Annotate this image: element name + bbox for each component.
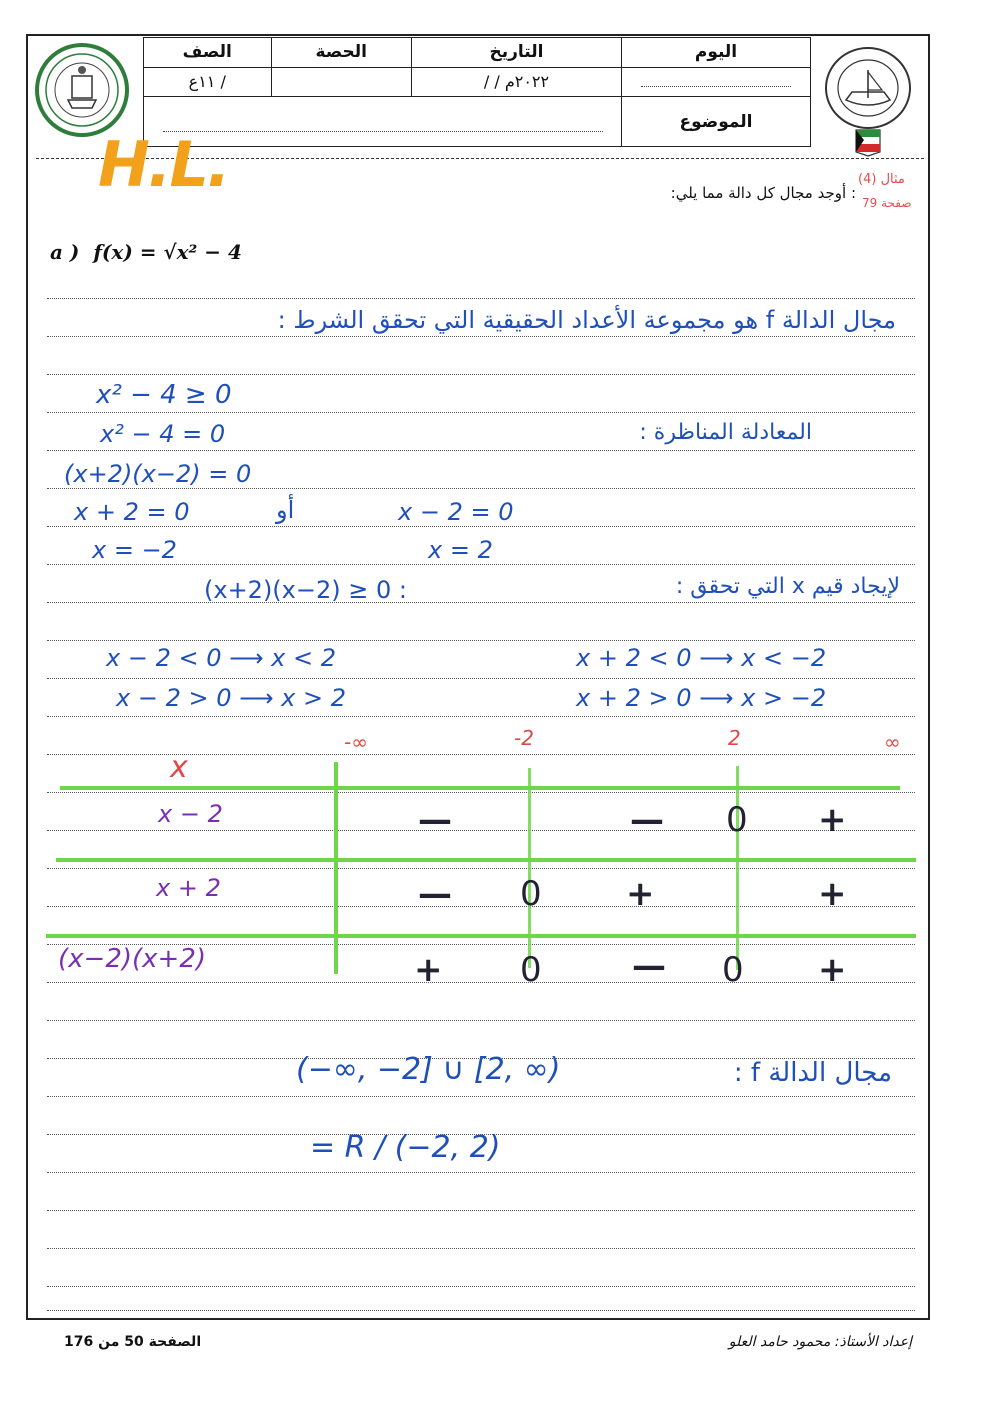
page-number: الصفحة 50 من 176 [64, 1334, 202, 1350]
domain-result: (−∞, −2] ∪ [2, ∞) [296, 1052, 561, 1087]
sign-cell: — [630, 800, 664, 840]
case-x-plus-2-positive: x + 2 > 0 ⟶ x > −2 [576, 684, 827, 712]
sign-table-row-line [56, 858, 916, 862]
domain-result-equivalent: = R / (−2, 2) [310, 1130, 501, 1165]
ruled-line [47, 412, 915, 413]
domain-definition-text: مجال الدالة f هو مجموعة الأعداد الحقيقية التي تحقق الشرط : [277, 306, 896, 334]
ruled-line [47, 564, 915, 565]
ruled-line [47, 678, 915, 679]
root-2: x = 2 [428, 536, 493, 564]
period-value [271, 67, 411, 97]
sign-cell: + [414, 950, 443, 990]
header-table [143, 37, 811, 147]
root-1: x = −2 [92, 536, 177, 564]
ruled-line [47, 868, 915, 869]
ruled-line [47, 792, 915, 793]
case-x-plus-2-negative: x + 2 < 0 ⟶ x < −2 [576, 644, 827, 672]
or-word: أو [276, 496, 295, 524]
sign-cell: — [418, 874, 452, 914]
sign-cell: + [626, 874, 655, 914]
ruled-line [47, 336, 915, 337]
domain-result-label: مجال الدالة f : [733, 1058, 892, 1088]
day-value [622, 67, 811, 97]
ruled-line [47, 830, 915, 831]
author-credit: إعداد الأستاذ: محمود حامد العلو [728, 1334, 912, 1350]
ruled-line [47, 1096, 915, 1097]
sign-cell: 0 [722, 950, 744, 990]
ruled-line [47, 1286, 915, 1287]
find-values-label: لإيجاد قيم x التي تحقق : [675, 574, 900, 599]
ruled-line [47, 1310, 915, 1311]
factored-equation: (x+2)(x−2) = 0 [64, 460, 252, 488]
ruled-line [47, 1248, 915, 1249]
sign-cell: — [418, 800, 452, 840]
sign-table-vertical-divider [334, 762, 338, 974]
ruled-line [47, 450, 915, 451]
school-seal-icon [34, 42, 130, 138]
equivalent-equation: x² − 4 = 0 [100, 420, 226, 448]
example-instruction: : أوجد مجال كل دالة مما يلي: [670, 184, 856, 202]
case-x-minus-2-negative: x − 2 < 0 ⟶ x < 2 [106, 644, 336, 672]
sign-row-label-product: (x−2)(x+2) [58, 944, 207, 974]
day-label: اليوم [622, 38, 811, 68]
date-label: التاريخ [411, 38, 621, 68]
ruled-line [47, 640, 915, 641]
sign-table-col-2 [736, 766, 739, 970]
sign-row-label-x-minus-2: x − 2 [158, 800, 223, 828]
period-label: الحصة [271, 38, 411, 68]
factor-2-equation: x − 2 = 0 [398, 498, 514, 526]
ruled-line [47, 982, 915, 983]
example-page-ref: صفحة 79 [862, 196, 912, 210]
date-value: / / ٢٠٢٢م [411, 67, 621, 97]
sign-row-label-x-plus-2: x + 2 [156, 874, 221, 902]
sign-table-header-line [60, 786, 900, 790]
ruled-line [47, 526, 915, 527]
sign-table-row-line [46, 934, 916, 938]
sign-table-point-inf: ∞ [884, 730, 901, 754]
sign-table-x-header: x [170, 750, 188, 785]
factor-1-equation: x + 2 = 0 [74, 498, 190, 526]
sign-cell: + [818, 950, 847, 990]
equivalent-equation-label: المعادلة المناظرة : [639, 420, 812, 445]
ruled-line [47, 1020, 915, 1021]
sign-cell: 0 [520, 950, 542, 990]
ruled-line [47, 602, 915, 603]
sign-cell: + [818, 800, 847, 840]
class-value: ١١ع / [144, 67, 272, 97]
inequality-condition: x² − 4 ≥ 0 [96, 380, 232, 410]
product-inequality: (x+2)(x−2) ≥ 0 : [204, 576, 407, 604]
ruled-line [47, 906, 915, 907]
ruled-line [47, 298, 915, 299]
kuwait-emblem-icon [818, 40, 918, 158]
subject-label: الموضوع [622, 97, 811, 147]
sign-cell: — [632, 946, 666, 986]
ruled-line [47, 374, 915, 375]
sign-table-point-neg-2: -2 [514, 726, 534, 750]
sign-table-col-neg-2 [528, 768, 531, 968]
example-label: مثال (4) [858, 172, 905, 187]
ruled-line [47, 716, 915, 717]
sign-cell: 0 [726, 800, 748, 840]
ruled-line [47, 1172, 915, 1173]
class-label: الصف [144, 38, 272, 68]
sign-cell: + [818, 874, 847, 914]
sign-table-point-2: 2 [728, 726, 741, 750]
ruled-line [47, 1210, 915, 1211]
sign-table-point-neg-inf: -∞ [344, 730, 368, 754]
case-x-minus-2-positive: x − 2 > 0 ⟶ x > 2 [116, 684, 346, 712]
page-frame [26, 34, 930, 1320]
part-a-function: a ) f(x) = √x² − 4 [50, 240, 242, 264]
ruled-line [47, 488, 915, 489]
author-initials-logo: H.L. [98, 128, 229, 201]
sign-cell: 0 [520, 874, 542, 914]
